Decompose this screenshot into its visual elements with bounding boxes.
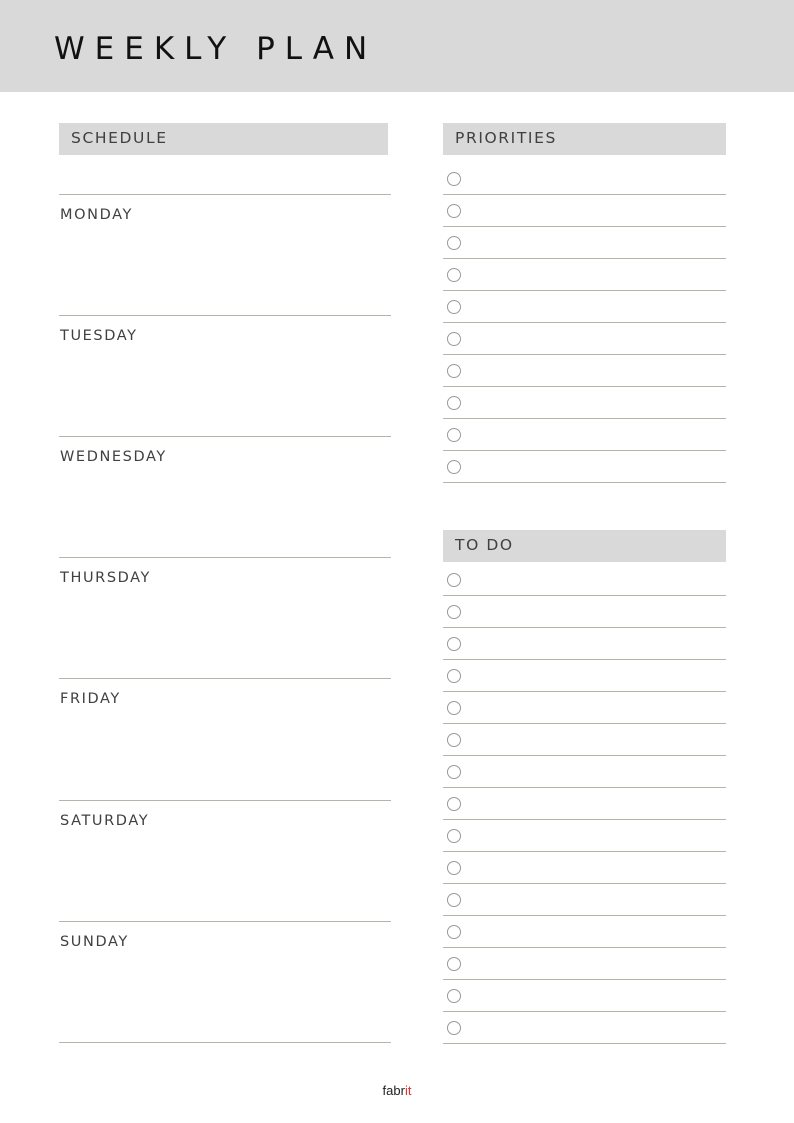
checklist-row[interactable]	[443, 756, 726, 788]
checklist-row[interactable]	[443, 195, 726, 227]
checkbox-circle-icon[interactable]	[447, 364, 461, 378]
checkbox-circle-icon[interactable]	[447, 236, 461, 250]
checkbox-circle-icon[interactable]	[447, 797, 461, 811]
checklist-row[interactable]	[443, 227, 726, 259]
day-divider	[59, 1042, 391, 1043]
checklist-row[interactable]	[443, 724, 726, 756]
checkbox-circle-icon[interactable]	[447, 428, 461, 442]
checklist-row[interactable]	[443, 323, 726, 355]
brand-name-accent: it	[404, 1083, 412, 1098]
schedule-top-rule	[59, 194, 391, 195]
day-divider	[59, 315, 391, 316]
checklist-row[interactable]	[443, 788, 726, 820]
day-divider	[59, 557, 391, 558]
day-label-monday: MONDAY	[60, 207, 133, 223]
checklist-row[interactable]	[443, 259, 726, 291]
day-label-thursday: THURSDAY	[60, 570, 152, 586]
checkbox-circle-icon[interactable]	[447, 893, 461, 907]
page-header	[0, 0, 794, 92]
checklist-row[interactable]	[443, 451, 726, 483]
checkbox-circle-icon[interactable]	[447, 701, 461, 715]
checkbox-circle-icon[interactable]	[447, 396, 461, 410]
checklist-row[interactable]	[443, 820, 726, 852]
brand-name-main: fabr	[382, 1083, 405, 1098]
schedule-section-header	[59, 123, 388, 155]
checklist-row[interactable]	[443, 355, 726, 387]
checkbox-circle-icon[interactable]	[447, 605, 461, 619]
checklist-row[interactable]	[443, 948, 726, 980]
checklist-row[interactable]	[443, 660, 726, 692]
checkbox-circle-icon[interactable]	[447, 204, 461, 218]
checklist-row[interactable]	[443, 980, 726, 1012]
checkbox-circle-icon[interactable]	[447, 733, 461, 747]
day-label-wednesday: WEDNESDAY	[60, 449, 167, 465]
checklist-row[interactable]	[443, 692, 726, 724]
checkbox-circle-icon[interactable]	[447, 765, 461, 779]
checkbox-circle-icon[interactable]	[447, 1021, 461, 1035]
day-label-tuesday: TUESDAY	[60, 328, 138, 344]
checkbox-circle-icon[interactable]	[447, 460, 461, 474]
checkbox-circle-icon[interactable]	[447, 957, 461, 971]
day-divider	[59, 678, 391, 679]
checklist-row[interactable]	[443, 387, 726, 419]
checkbox-circle-icon[interactable]	[447, 268, 461, 282]
priorities-section-header	[443, 123, 726, 155]
day-divider	[59, 436, 391, 437]
day-label-sunday: SUNDAY	[60, 934, 129, 950]
checklist-row[interactable]	[443, 1012, 726, 1044]
checklist-row[interactable]	[443, 564, 726, 596]
checklist-row[interactable]	[443, 596, 726, 628]
checklist-row[interactable]	[443, 852, 726, 884]
todo-section-header	[443, 530, 726, 562]
checkbox-circle-icon[interactable]	[447, 861, 461, 875]
checklist-row[interactable]	[443, 291, 726, 323]
day-divider	[59, 921, 391, 922]
checkbox-circle-icon[interactable]	[447, 332, 461, 346]
checkbox-circle-icon[interactable]	[447, 300, 461, 314]
checklist-row[interactable]	[443, 419, 726, 451]
priorities-label: PRIORITIES	[455, 129, 557, 147]
checkbox-circle-icon[interactable]	[447, 573, 461, 587]
checklist-row[interactable]	[443, 628, 726, 660]
day-label-friday: FRIDAY	[60, 691, 121, 707]
checkbox-circle-icon[interactable]	[447, 637, 461, 651]
checkbox-circle-icon[interactable]	[447, 669, 461, 683]
checklist-row[interactable]	[443, 163, 726, 195]
day-label-saturday: SATURDAY	[60, 813, 150, 829]
brand-logo	[0, 1083, 794, 1099]
schedule-label: SCHEDULE	[71, 129, 168, 147]
page-title: WEEKLY PLAN	[54, 31, 378, 67]
day-divider	[59, 800, 391, 801]
checkbox-circle-icon[interactable]	[447, 925, 461, 939]
checklist-row[interactable]	[443, 884, 726, 916]
todo-label: TO DO	[455, 536, 514, 554]
checkbox-circle-icon[interactable]	[447, 172, 461, 186]
checkbox-circle-icon[interactable]	[447, 989, 461, 1003]
checkbox-circle-icon[interactable]	[447, 829, 461, 843]
checklist-row[interactable]	[443, 916, 726, 948]
